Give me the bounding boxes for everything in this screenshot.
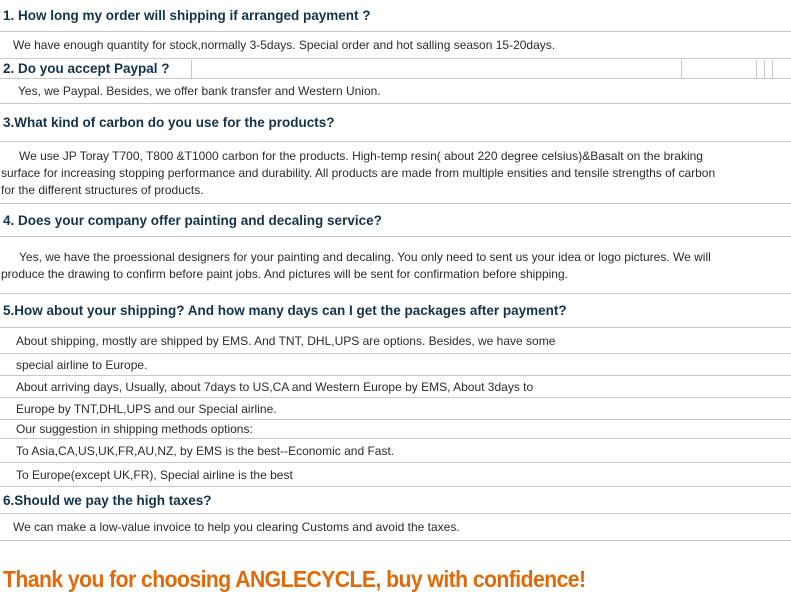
faq-question-2-text: 2. Do you accept Paypal ? [3, 61, 170, 76]
faq-question-5 [0, 294, 791, 328]
faq-question-6-text: 6.Should we pay the high taxes? [3, 492, 212, 508]
faq-answer-3-line-2: surface for increasing stopping performance and durability. All products are made from multiple ensities and tensile strengths of carbon [1, 166, 716, 180]
faq-answer-5-line-7: To Europe(except UK,FR), Special airline is the best [16, 467, 293, 482]
faq-answer-5-row-5 [0, 420, 791, 439]
faq-question-1 [0, 0, 791, 32]
faq-question-3-text: 3.What kind of carbon do you use for the products? [3, 115, 335, 130]
table-divider [764, 60, 765, 78]
table-divider [772, 60, 773, 78]
faq-answer-5-line-6: To Asia,CA,US,UK,FR,AU,NZ, by EMS is the best--Economic and Fast. [16, 443, 395, 458]
faq-answer-3 [0, 142, 791, 204]
faq-answer-5-line-3: About arriving days, Usually, about 7days to US,CA and Western Europe by EMS, About 3days to [16, 379, 534, 394]
faq-answer-4-line-2: produce the drawing to confirm before paint jobs. And pictures will be sent for confirmation before shipping. [1, 267, 568, 281]
faq-answer-6 [0, 514, 791, 541]
faq-answer-5-line-2: special airline to Europe. [16, 357, 148, 372]
faq-answer-5-line-5: Our suggestion in shipping methods options: [16, 422, 253, 436]
faq-answer-2-line-1: Yes, we Paypal. Besides, we offer bank transfer and Western Union. [18, 84, 381, 98]
faq-question-5-text: 5.How about your shipping? And how many days can I get the packages after payment? [3, 303, 567, 318]
faq-answer-5-line-4: Europe by TNT,DHL,UPS and our Special airline. [16, 401, 277, 416]
table-divider [681, 60, 682, 78]
faq-question-6 [0, 487, 791, 514]
faq-question-2 [0, 59, 791, 79]
faq-answer-4 [0, 237, 791, 294]
thank-you-banner: Thank you for choosing ANGLECYCLE, buy with confidence! [3, 566, 586, 592]
faq-question-3 [0, 104, 791, 142]
faq-answer-3-line-3: for the different structures of products. [1, 183, 204, 197]
faq-answer-5-row-3 [0, 376, 791, 398]
faq-answer-5-row-4 [0, 398, 791, 420]
faq-question-4 [0, 204, 791, 237]
faq-answer-5-row-2 [0, 354, 791, 376]
faq-answer-5-row-1 [0, 328, 791, 354]
faq-answer-1 [0, 32, 791, 59]
faq-answer-5-row-6 [0, 439, 791, 463]
faq-answer-5-row-7 [0, 463, 791, 487]
faq-answer-2 [0, 79, 791, 104]
faq-answer-5-line-1: About shipping, mostly are shipped by EMS. And TNT, DHL,UPS are options. Besides, we have some [16, 333, 556, 348]
faq-question-1-text: 1. How long my order will shipping if arranged payment ? [3, 8, 371, 23]
faq-answer-3-line-1: We use JP Toray T700, T800 &T1000 carbon for the products. High-temp resin( about 220 degree celsius)&Basalt on the braking [19, 149, 703, 163]
faq-answer-4-line-1: Yes, we have the proessional designers for your painting and decaling. You only need to sent us your idea or logo pictures. We will [19, 250, 711, 264]
faq-answer-1-line-1: We have enough quantity for stock,normally 3-5days. Special order and hot salling season 15-20days. [13, 38, 556, 52]
table-divider [756, 60, 757, 78]
faq-answer-6-line-1: We can make a low-value invoice to help you clearing Customs and avoid the taxes. [13, 520, 460, 534]
table-divider [191, 60, 192, 78]
faq-question-4-text: 4. Does your company offer painting and decaling service? [3, 212, 382, 228]
